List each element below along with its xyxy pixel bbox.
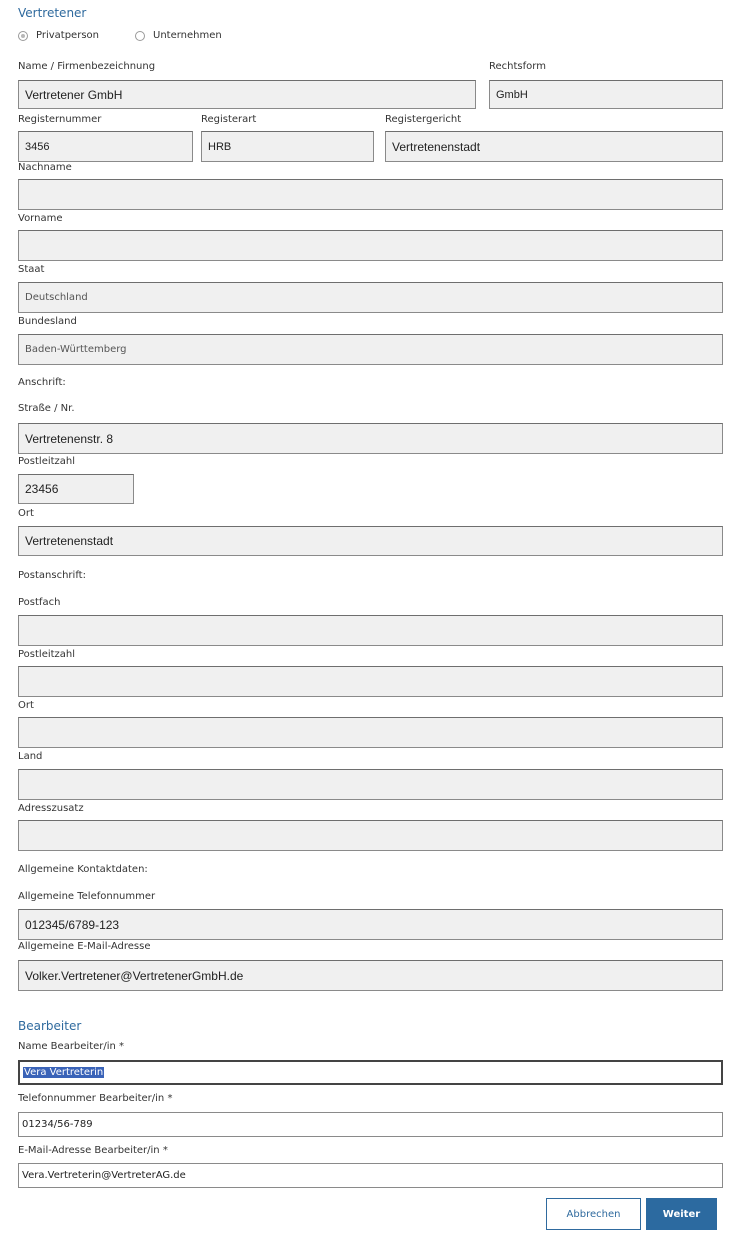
bearbeiter-name-label: Name Bearbeiter/in * [18,1041,125,1052]
section-title-bearbeiter: Bearbeiter [18,1019,82,1033]
radio-selected-dot [21,34,25,38]
rechtsform-label: Rechtsform [489,61,546,72]
radio-label-privatperson: Privatperson [36,30,99,41]
land-label: Land [18,751,43,762]
bearbeiter-telefon-label: Telefonnummer Bearbeiter/in * [18,1093,173,1104]
post-plz-input[interactable] [18,666,723,697]
post-ort-label: Ort [18,700,34,711]
plz-input[interactable]: 23456 [18,474,134,504]
next-button[interactable]: Weiter [646,1198,717,1230]
nachname-input[interactable] [18,179,723,210]
ort-label: Ort [18,508,34,519]
radio-privatperson[interactable] [18,31,28,41]
name-label: Name / Firmenbezeichnung [18,61,156,72]
cancel-button[interactable]: Abbrechen [546,1198,641,1230]
name-input[interactable]: Vertretener GmbH [18,80,476,109]
registergericht-label: Registergericht [385,114,462,125]
post-plz-label: Postleitzahl [18,649,76,660]
section-title-vertretener: Vertretener [18,6,87,20]
registernummer-input[interactable]: 3456 [18,131,193,162]
person-type-radio-group [18,30,222,41]
vorname-label: Vorname [18,213,63,224]
bundesland-label: Bundesland [18,316,77,327]
registergericht-input[interactable]: Vertretenenstadt [385,131,723,162]
adresszusatz-input[interactable] [18,820,723,851]
registernummer-label: Registernummer [18,114,102,125]
land-input[interactable] [18,769,723,800]
telefon-input[interactable]: 012345/6789-123 [18,909,723,940]
email-label: Allgemeine E-Mail-Adresse [18,941,151,952]
telefon-label: Allgemeine Telefonnummer [18,891,156,902]
postfach-input[interactable] [18,615,723,646]
vorname-input[interactable] [18,230,723,261]
bearbeiter-email-label: E-Mail-Adresse Bearbeiter/in * [18,1145,168,1156]
ort-input[interactable]: Vertretenenstadt [18,526,723,556]
bearbeiter-email-input[interactable]: Vera.Vertreterin@VertreterAG.de [18,1163,723,1188]
kontakt-heading: Allgemeine Kontaktdaten: [18,864,148,875]
plz-label: Postleitzahl [18,456,76,467]
email-input[interactable]: Volker.Vertretener@VertretenerGmbH.de [18,960,723,991]
nachname-label: Nachname [18,162,72,173]
registerart-label: Registerart [201,114,257,125]
anschrift-heading: Anschrift: [18,377,66,388]
postfach-label: Postfach [18,597,61,608]
postanschrift-heading: Postanschrift: [18,570,86,581]
registerart-input[interactable]: HRB [201,131,374,162]
radio-unternehmen[interactable] [135,31,145,41]
adresszusatz-label: Adresszusatz [18,803,84,814]
bearbeiter-name-input[interactable] [18,1060,723,1085]
radio-label-unternehmen: Unternehmen [153,30,222,41]
bearbeiter-name-selected-text: Vera Vertreterin [24,1067,104,1078]
staat-label: Staat [18,264,45,275]
rechtsform-input[interactable]: GmbH [489,80,723,109]
bundesland-select[interactable]: Baden-Württemberg [18,334,723,365]
post-ort-input[interactable] [18,717,723,748]
bearbeiter-telefon-input[interactable]: 01234/56-789 [18,1112,723,1137]
staat-select[interactable]: Deutschland [18,282,723,313]
strasse-input[interactable]: Vertretenenstr. 8 [18,423,723,454]
strasse-label: Straße / Nr. [18,403,75,414]
